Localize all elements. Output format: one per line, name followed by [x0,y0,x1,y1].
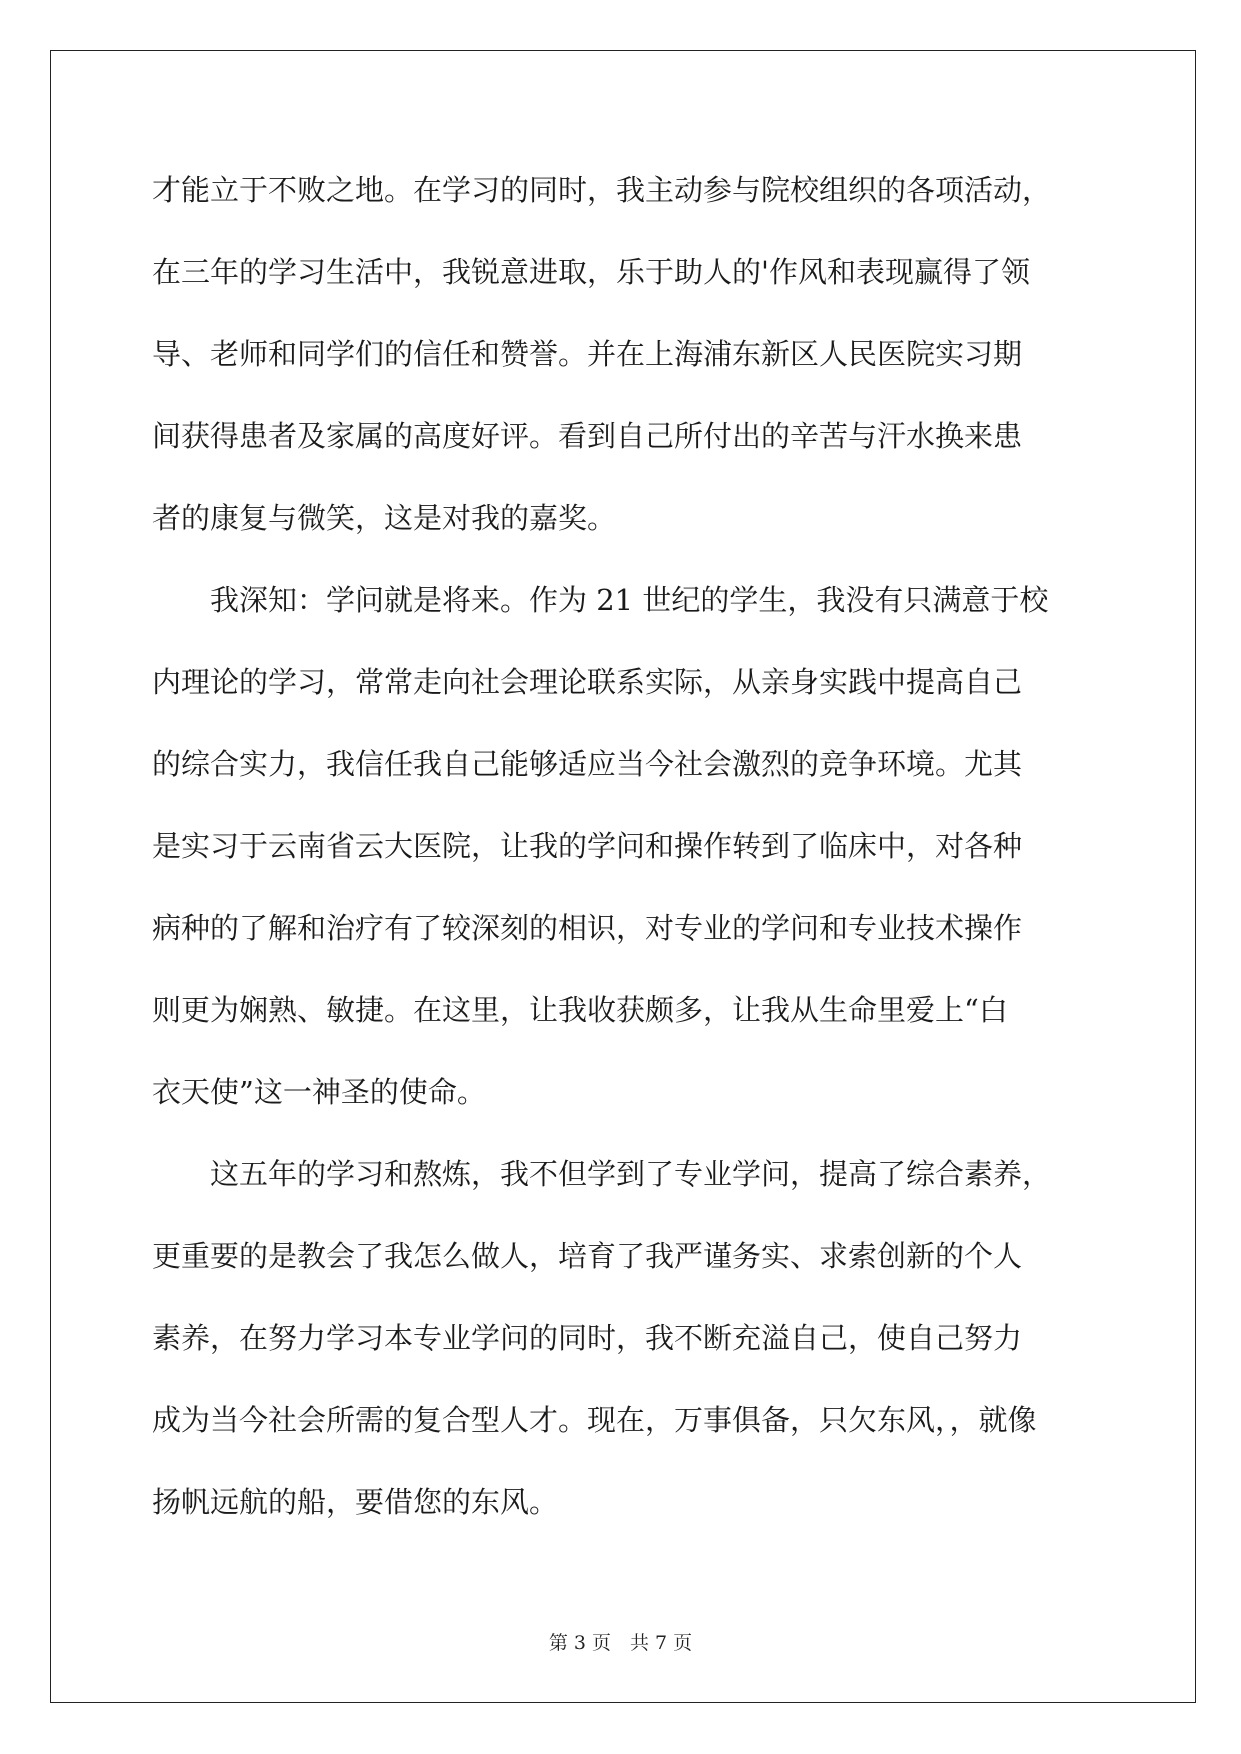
text-line: 是实习于云南省云大医院，让我的学问和操作转到了临床中，对各种 [152,829,1023,863]
text-line: 则更为娴熟、敏捷。在这里，让我收获颇多，让我从生命里爱上“白 [152,993,1008,1027]
text-line: 我深知：学问就是将来。作为 21 世纪的学生，我没有只满意于校 [152,583,1049,617]
text-line: 衣天使”这一神圣的使命。 [152,1075,486,1109]
text-line: 成为当今社会所需的复合型人才。现在，万事俱备，只欠东风，，就像 [152,1403,1037,1437]
text-line: 内理论的学习，常常走向社会理论联系实际，从亲身实践中提高自己 [152,665,1023,699]
text-line: 的综合实力，我信任我自己能够适应当今社会激烈的竞争环境。尤其 [152,747,1023,781]
text-line: 更重要的是教会了我怎么做人，培育了我严谨务实、求索创新的个人 [152,1239,1023,1273]
text-line: 这五年的学习和熬炼，我不但学到了专业学问，提高了综合素养， [152,1157,1052,1191]
document-body [152,170,1112,1564]
text-line: 间获得患者及家属的高度好评。看到自己所付出的辛苦与汗水换来患 [152,419,1023,453]
text-line: 素养，在努力学习本专业学问的同时，我不断充溢自己，使自己努力 [152,1321,1023,1355]
text-line: 者的康复与微笑，这是对我的嘉奖。 [152,501,617,535]
text-line: 在三年的学习生活中，我锐意进取，乐于助人的'作风和表现赢得了领 [152,255,1030,289]
text-line: 扬帆远航的船，要借您的东风。 [152,1485,559,1519]
text-line: 才能立于不败之地。在学习的同时，我主动参与院校组织的各项活动， [152,173,1052,207]
text-line: 病种的了解和治疗有了较深刻的相识，对专业的学问和专业技术操作 [152,911,1023,945]
text-line: 导、老师和同学们的信任和赞誉。并在上海浦东新区人民医院实习期 [152,337,1023,371]
page-number-footer: 第 3 页 共 7 页 [548,1632,693,1654]
